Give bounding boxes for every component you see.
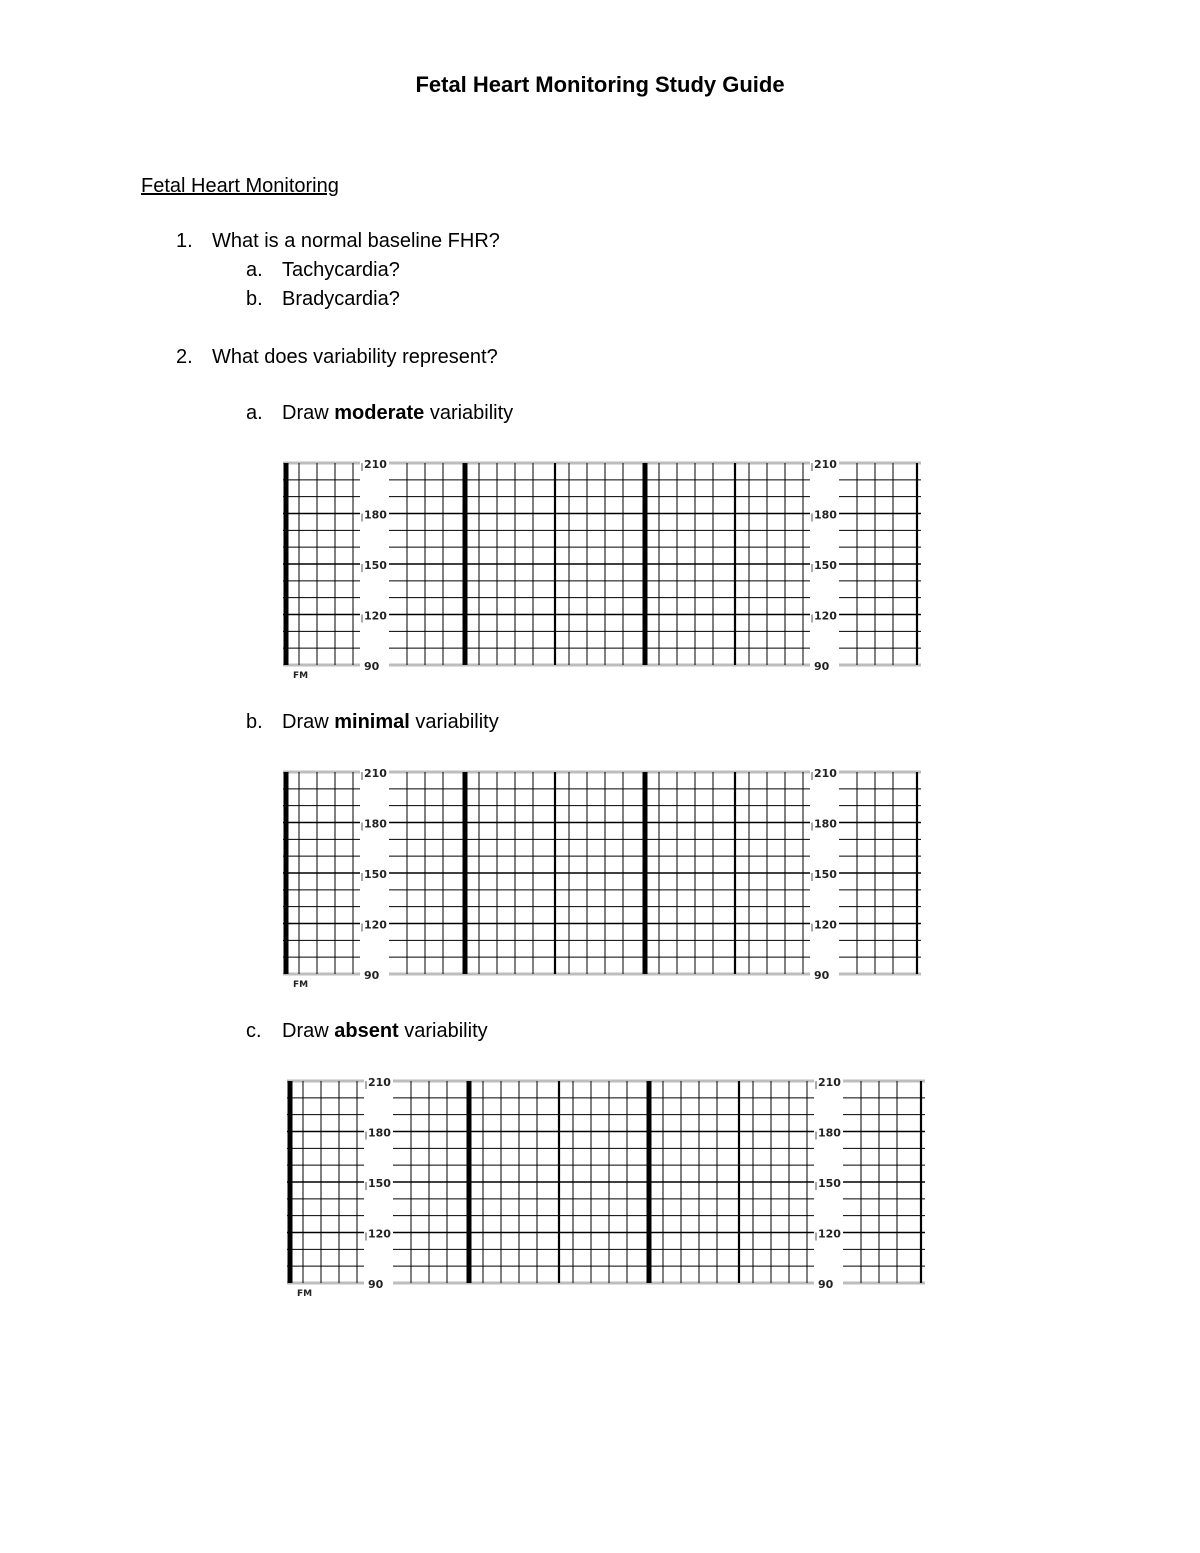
tick-label-0-0: 210 [368, 1076, 391, 1089]
tick-label-0-4: 90 [368, 1278, 384, 1291]
fhr-grid [283, 458, 921, 680]
tick-label-1-1: 180 [814, 508, 837, 522]
tick-label-0-3: 120 [364, 609, 387, 623]
question-2c-bold: absent [334, 1020, 399, 1042]
question-2b-bold: minimal [334, 711, 410, 733]
question-1b-text: Bradycardia? [282, 288, 400, 310]
question-2-text: What does variability represent? [212, 346, 498, 368]
tick-label-0-3: 120 [364, 918, 387, 932]
tick-label-0-2: 150 [364, 868, 387, 881]
tick-label-1-1: 180 [814, 817, 837, 831]
fm-label: FM [293, 980, 309, 990]
question-2a-pre: Draw [282, 402, 335, 424]
tick-label-1-3: 120 [814, 609, 837, 623]
fhr-strip-absent[interactable] [287, 1076, 925, 1298]
tick-label-1-1: 180 [818, 1126, 841, 1140]
question-2c-post: variability [398, 1020, 488, 1042]
question-2c-letter: c. [246, 1020, 262, 1042]
tick-label-1-0: 210 [814, 458, 837, 471]
tick-label-1-4: 90 [814, 969, 830, 982]
tick-label-0-4: 90 [364, 969, 380, 982]
question-1-text: What is a normal baseline FHR? [212, 230, 500, 252]
fhr-grid [283, 767, 921, 989]
tick-label-1-0: 210 [818, 1076, 841, 1089]
question-2b-pre: Draw [282, 711, 335, 733]
question-2 [176, 346, 498, 369]
tick-label-0-1: 180 [368, 1126, 391, 1140]
question-1b-letter: b. [246, 288, 263, 310]
fm-label: FM [297, 1289, 313, 1299]
question-1b [246, 288, 400, 311]
tick-label-0-3: 120 [368, 1227, 391, 1241]
tick-label-0-0: 210 [364, 458, 387, 471]
question-2a [246, 402, 513, 425]
question-2-number: 2. [176, 346, 193, 368]
fhr-strip-moderate[interactable] [283, 458, 921, 680]
tick-label-1-2: 150 [818, 1177, 841, 1190]
question-2a-post: variability [424, 402, 514, 424]
question-2c-pre: Draw [282, 1020, 335, 1042]
tick-label-0-2: 150 [368, 1177, 391, 1190]
question-2b [246, 711, 499, 734]
tick-label-1-0: 210 [814, 767, 837, 780]
question-1 [176, 230, 500, 253]
tick-label-1-3: 120 [818, 1227, 841, 1241]
question-1a-letter: a. [246, 259, 263, 281]
tick-label-1-3: 120 [814, 918, 837, 932]
tick-label-0-1: 180 [364, 817, 387, 831]
question-2a-bold: moderate [334, 402, 425, 424]
tick-label-0-2: 150 [364, 559, 387, 572]
question-1a-text: Tachycardia? [282, 259, 400, 281]
question-2c [246, 1020, 488, 1043]
question-2b-letter: b. [246, 711, 263, 733]
question-1-number: 1. [176, 230, 193, 252]
question-2b-post: variability [409, 711, 499, 733]
fm-label: FM [293, 671, 309, 681]
tick-label-0-4: 90 [364, 660, 380, 673]
tick-label-1-2: 150 [814, 868, 837, 881]
page-title: Fetal Heart Monitoring Study Guide [415, 72, 785, 97]
section-heading: Fetal Heart Monitoring [141, 175, 339, 197]
tick-label-1-4: 90 [818, 1278, 834, 1291]
tick-label-1-2: 150 [814, 559, 837, 572]
tick-label-0-1: 180 [364, 508, 387, 522]
tick-label-0-0: 210 [364, 767, 387, 780]
fhr-grid [287, 1076, 925, 1298]
tick-label-1-4: 90 [814, 660, 830, 673]
question-2a-letter: a. [246, 402, 263, 424]
fhr-strip-minimal[interactable] [283, 767, 921, 989]
question-1a [246, 259, 400, 282]
